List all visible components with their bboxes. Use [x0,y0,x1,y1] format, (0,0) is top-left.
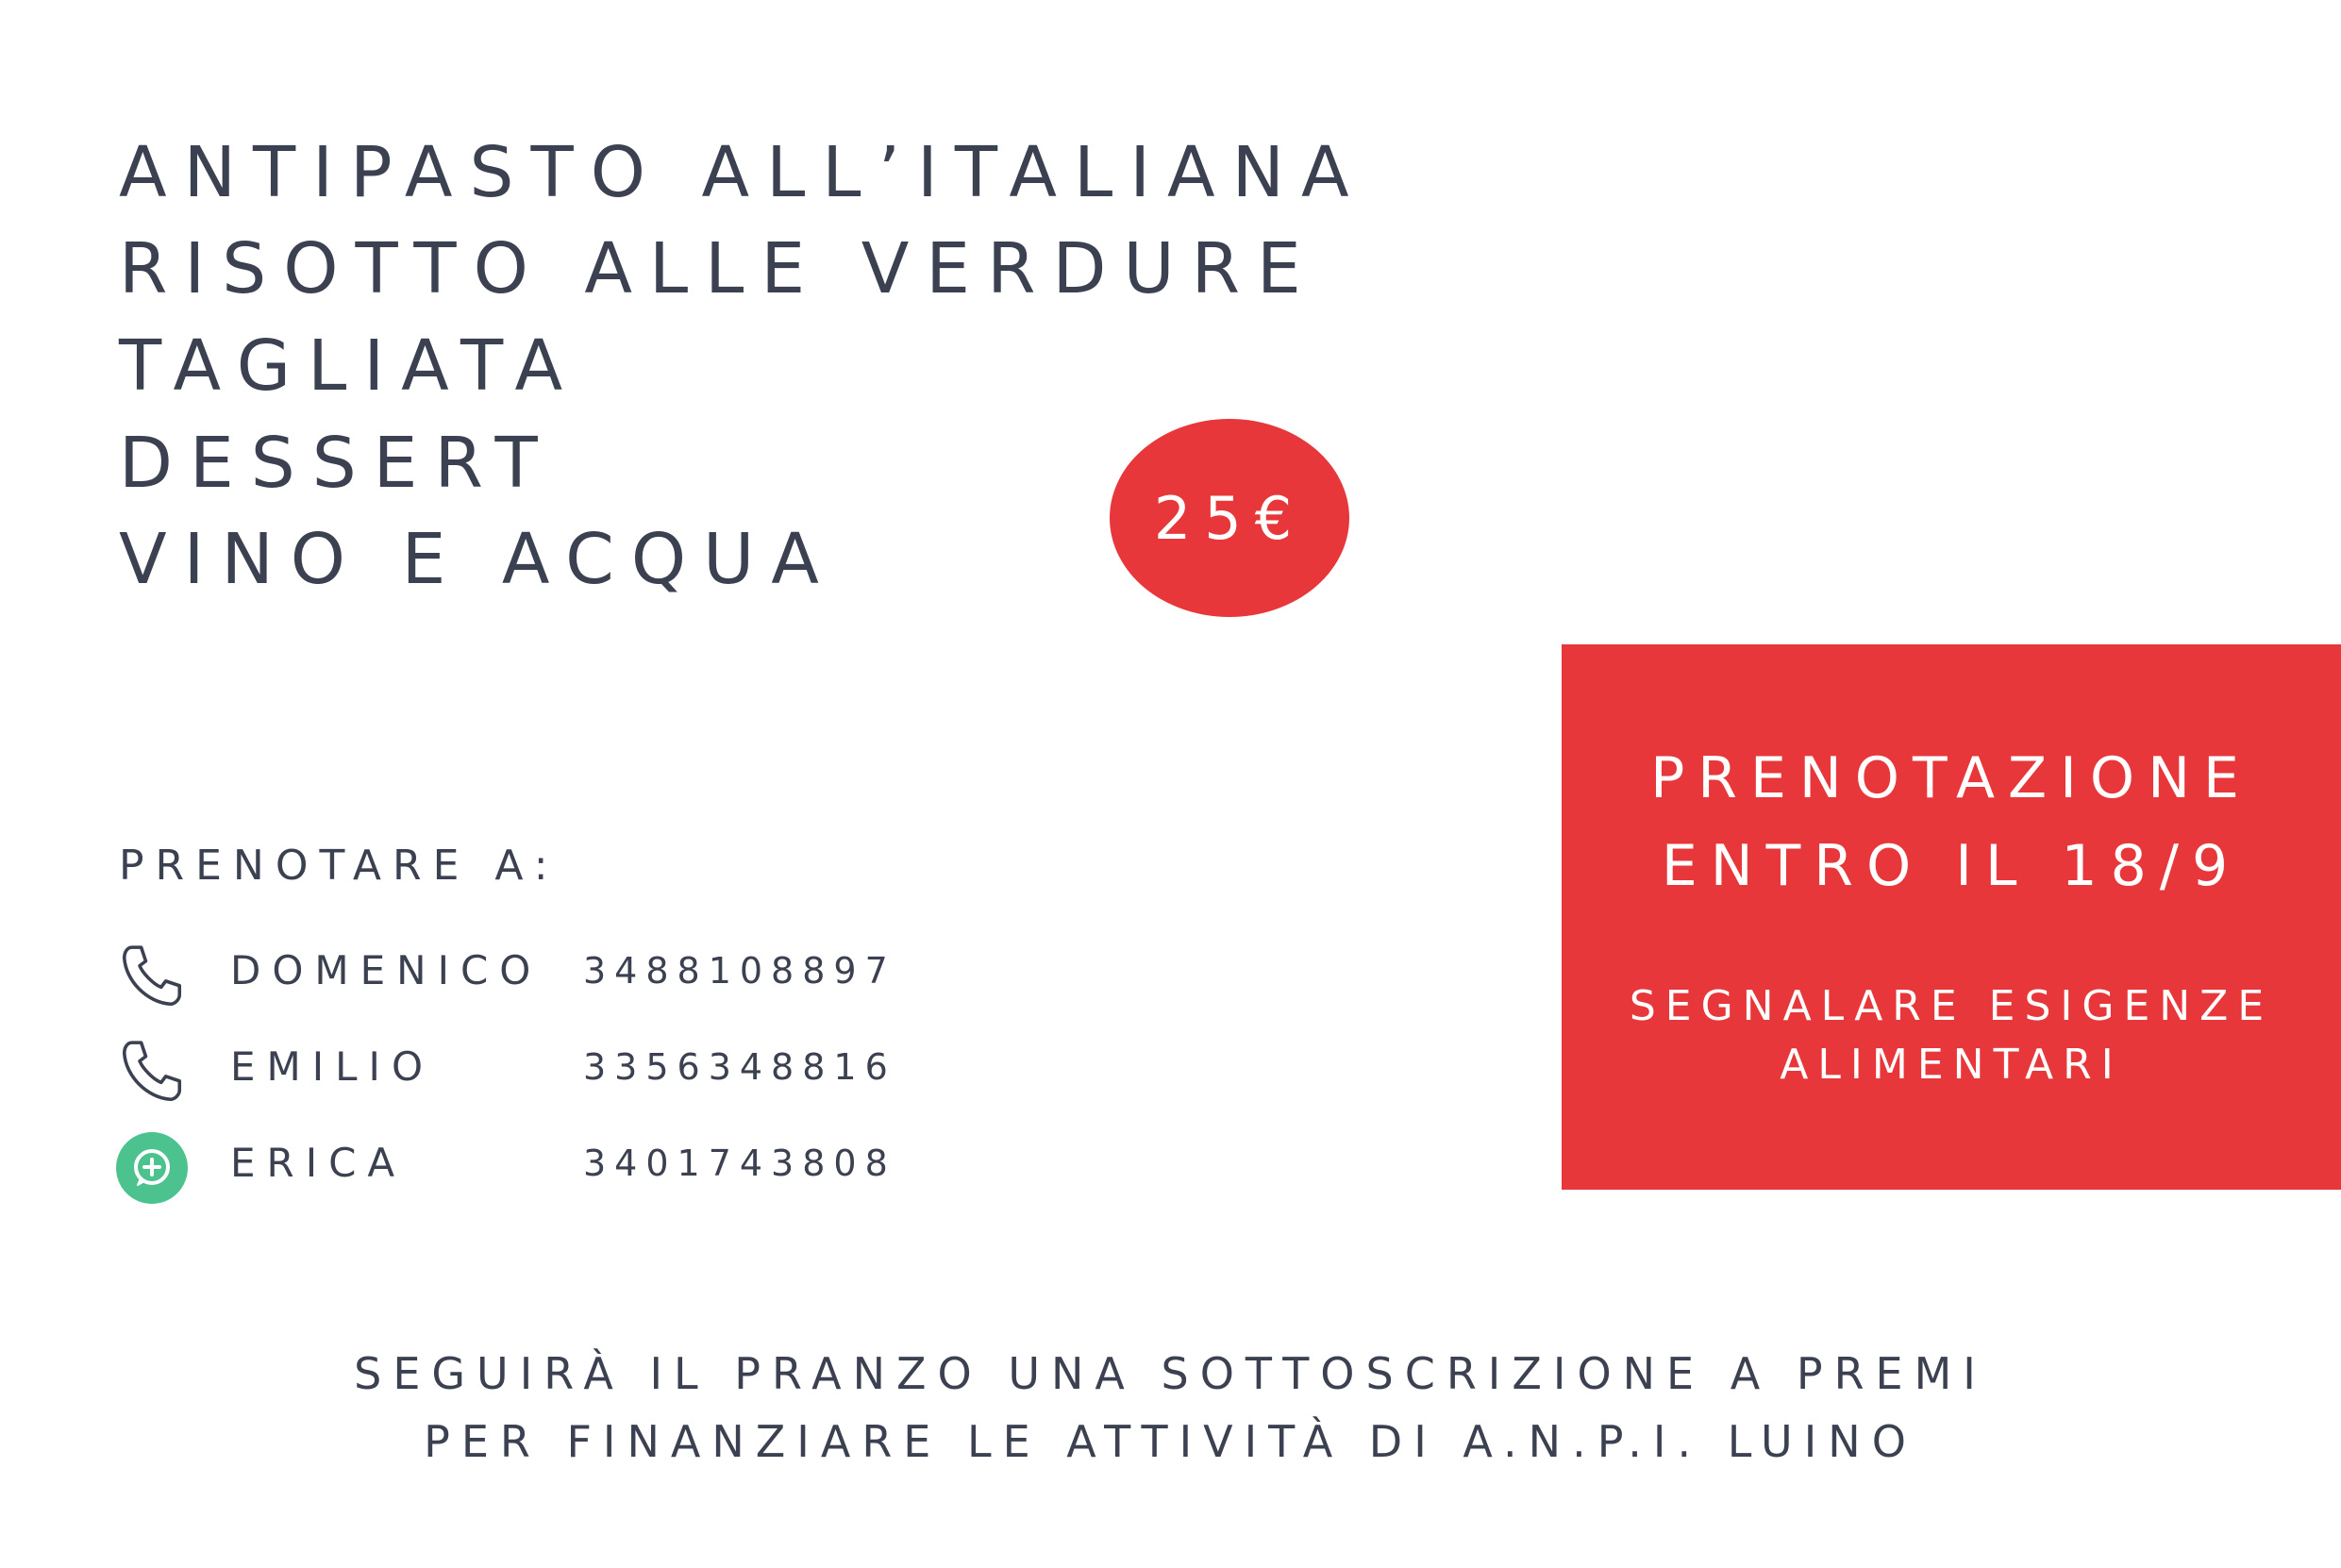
contact-name-erica: ERICA [230,1140,407,1186]
menu-item-antipasto: ANTIPASTO ALL’ITALIANA [119,132,1366,213]
menu-item-risotto: RISOTTO ALLE VERDURE [119,228,1318,309]
booking-note-line2: ALIMENTARI [1780,1041,2123,1089]
price-label: 25€ [1153,483,1306,553]
menu-item-vino: VINO E ACQUA [119,519,836,600]
phone-icon [115,1035,189,1109]
price-badge [1110,419,1349,617]
footer-line-2: PER FINANZIARE LE ATTIVITÀ DI A.N.P.I. LUINO [424,1416,1917,1467]
contact-name-domenico: DOMENICO [230,947,543,993]
booking-info-box [1562,644,2341,1190]
contact-phone-emilio[interactable]: 3356348816 [583,1046,896,1088]
phone-icon [115,940,189,1013]
menu-item-tagliata: TAGLIATA [119,325,580,407]
contact-name-emilio: EMILIO [230,1043,435,1090]
booking-title-line1: PRENOTAZIONE [1650,745,2252,811]
booking-note-line1: SEGNALARE ESIGENZE [1629,982,2274,1030]
whatsapp-icon [115,1131,189,1205]
booking-title-line2: ENTRO IL 18/9 [1661,833,2242,899]
menu-item-dessert: DESSERT [119,423,555,504]
footer-line-1: SEGUIRÀ IL PRANZO UNA SOTTOSCRIZIONE A PREMI [354,1348,1987,1399]
contacts-heading: PRENOTARE A: [119,842,560,890]
contact-phone-domenico[interactable]: 3488108897 [583,950,896,992]
contact-phone-erica[interactable]: 3401743808 [583,1143,896,1184]
